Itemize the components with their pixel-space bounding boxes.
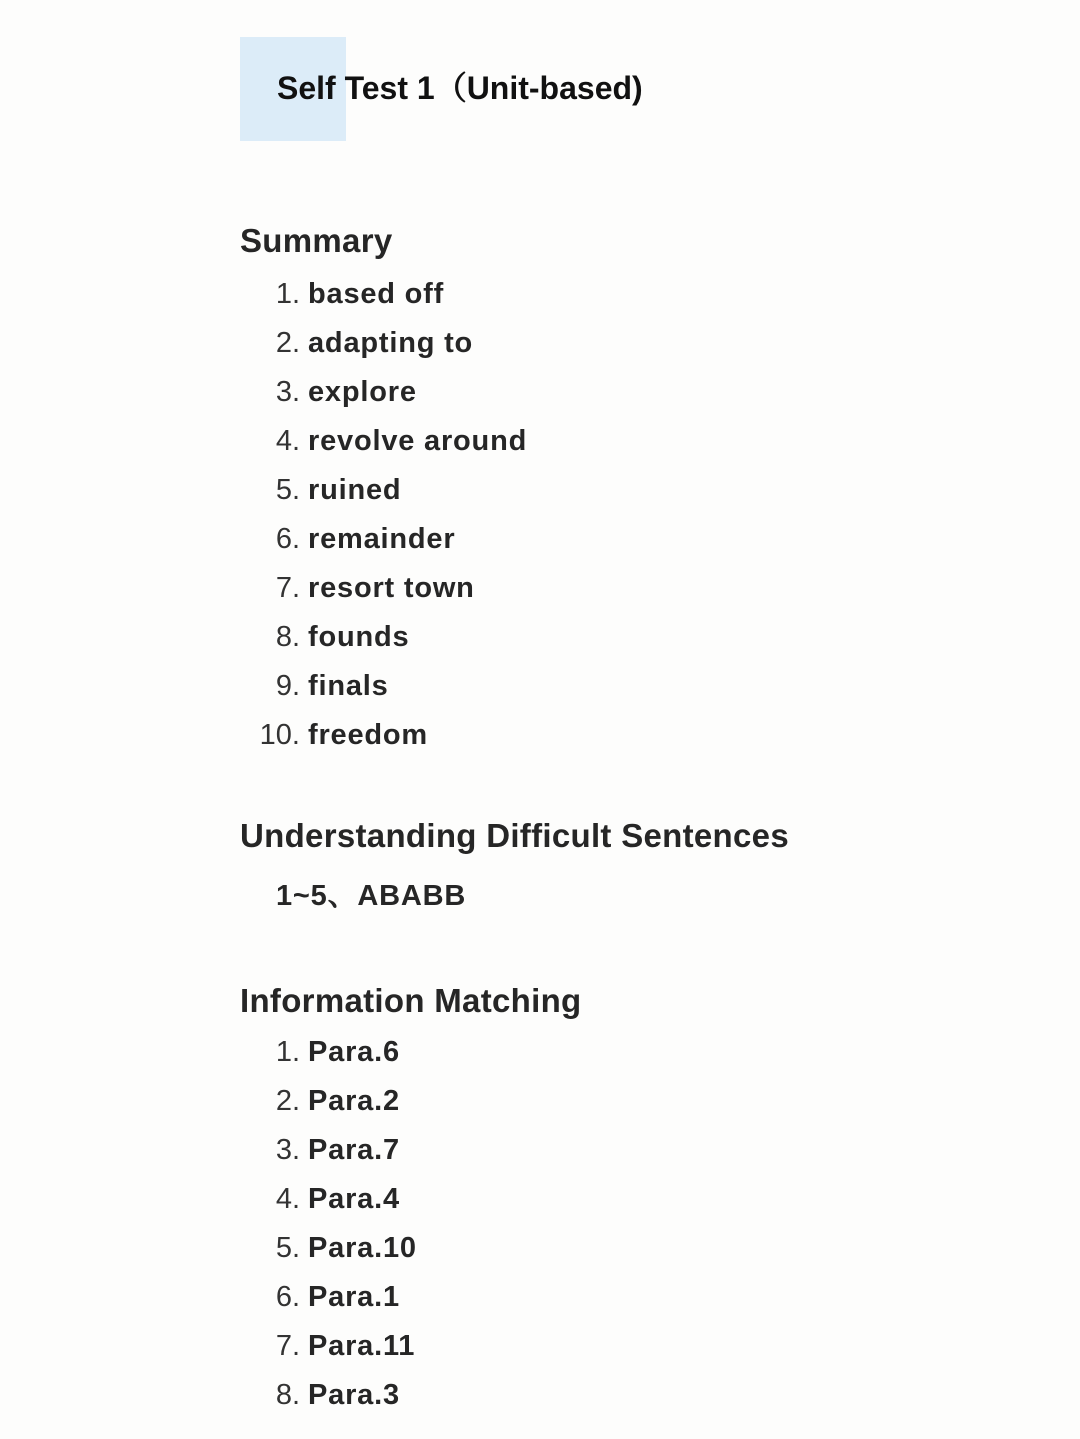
- list-item: [240, 270, 527, 319]
- item-number: 2.: [275, 327, 300, 359]
- item-answer: founds: [308, 621, 410, 653]
- item-answer: Para.2: [308, 1085, 400, 1117]
- item-answer: freedom: [308, 719, 429, 751]
- matching-heading: Information Matching: [240, 982, 582, 1019]
- list-item: [240, 417, 527, 466]
- item-answer: Para.1: [308, 1281, 400, 1313]
- item-answer: revolve around: [308, 425, 528, 457]
- list-item: [240, 564, 527, 613]
- item-number: 7.: [275, 1330, 300, 1362]
- list-item: [240, 466, 527, 515]
- item-answer: Para.3: [308, 1379, 400, 1411]
- item-answer: ruined: [308, 474, 402, 506]
- list-item: [240, 662, 527, 711]
- item-number: 8.: [275, 1379, 300, 1411]
- item-number: 6.: [275, 1281, 300, 1313]
- list-item: [240, 1028, 417, 1077]
- list-item: [240, 613, 527, 662]
- item-number: 5.: [275, 474, 300, 506]
- list-item: [240, 1273, 417, 1322]
- list-item: [240, 1126, 417, 1175]
- item-answer: Para.10: [308, 1232, 417, 1264]
- list-item: [240, 368, 527, 417]
- list-item: [240, 1224, 417, 1273]
- item-answer: remainder: [308, 523, 456, 555]
- item-answer: Para.7: [308, 1134, 400, 1166]
- item-number: 4.: [275, 425, 300, 457]
- list-item: [240, 1371, 417, 1420]
- item-answer: resort town: [308, 572, 475, 604]
- list-item: [240, 515, 527, 564]
- item-number: 1.: [275, 1036, 300, 1068]
- item-number: 3.: [275, 376, 300, 408]
- item-number: 7.: [275, 572, 300, 604]
- list-item: [240, 1322, 417, 1371]
- list-item: [240, 1175, 417, 1224]
- list-item: [240, 319, 527, 368]
- item-number: 9.: [275, 670, 300, 702]
- list-item: [240, 1077, 417, 1126]
- item-number: 5.: [275, 1232, 300, 1264]
- item-answer: Para.11: [308, 1330, 416, 1362]
- summary-list: [240, 270, 527, 760]
- summary-heading: Summary: [240, 222, 393, 259]
- sentences-heading: Understanding Difficult Sentences: [240, 817, 789, 854]
- item-answer: based off: [308, 278, 445, 310]
- item-number: 6.: [275, 523, 300, 555]
- sentences-answer: 1~5、ABABB: [276, 880, 467, 912]
- page-title: Self Test 1（Unit-based): [277, 70, 643, 106]
- item-answer: Para.4: [308, 1183, 400, 1215]
- item-answer: explore: [308, 376, 417, 408]
- item-number: 8.: [275, 621, 300, 653]
- item-number: 4.: [275, 1183, 300, 1215]
- list-item: [240, 711, 527, 760]
- item-answer: finals: [308, 670, 389, 702]
- matching-list: [240, 1028, 417, 1420]
- item-number: 10.: [259, 719, 300, 751]
- item-number: 2.: [275, 1085, 300, 1117]
- item-answer: adapting to: [308, 327, 474, 359]
- item-number: 1.: [275, 278, 300, 310]
- item-answer: Para.6: [308, 1036, 400, 1068]
- item-number: 3.: [275, 1134, 300, 1166]
